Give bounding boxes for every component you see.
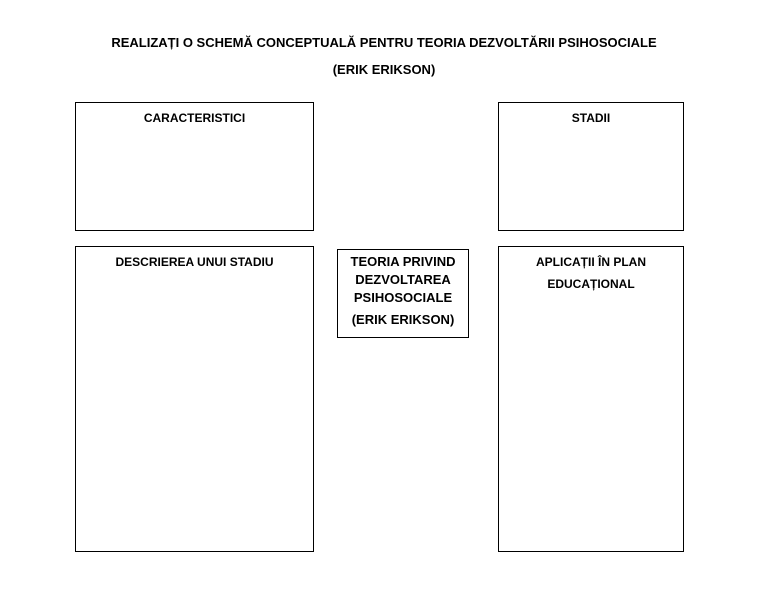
caracteristici-box [75, 102, 314, 231]
page-title: REALIZAȚI O SCHEMĂ CONCEPTUALĂ PENTRU TEORIA DEZVOLTĂRII PSIHOSOCIALE [111, 35, 657, 50]
descriere-stadiu-box [75, 246, 314, 552]
page-subtitle: (ERIK ERIKSON) [332, 62, 436, 77]
stadii-box [498, 102, 684, 231]
aplicatii-label-line-2: EDUCAȚIONAL [547, 277, 635, 291]
aplicatii-educationale-box [498, 246, 684, 552]
aplicatii-label-line-1: APLICAȚII ÎN PLAN [536, 255, 646, 269]
central-concept-author: (ERIK ERIKSON) [351, 312, 455, 327]
central-concept-line-3: PSIHOSOCIALE [353, 290, 453, 305]
central-concept-box [337, 249, 469, 338]
stadii-label: STADII [571, 111, 611, 125]
central-concept-line-1: TEORIA PRIVIND [350, 254, 456, 269]
descriere-stadiu-label: DESCRIEREA UNUI STADIU [115, 255, 274, 269]
central-concept-line-2: DEZVOLTAREA [355, 272, 451, 287]
caracteristici-label: CARACTERISTICI [143, 111, 246, 125]
